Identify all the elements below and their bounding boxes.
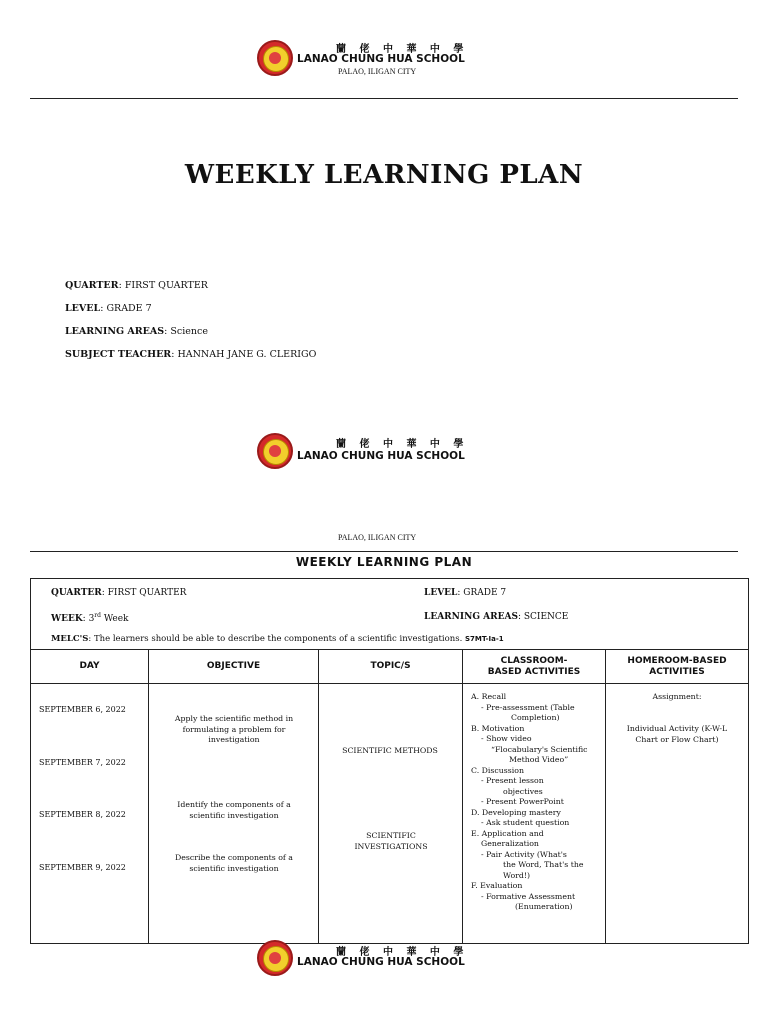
activity-line: - Show video xyxy=(481,734,532,743)
header-objective: OBJECTIVE xyxy=(206,661,261,671)
activity-line: - Present PowerPoint xyxy=(481,797,564,806)
topic-cell: SCIENTIFIC INVESTIGATIONS xyxy=(354,831,428,851)
header-day: DAY xyxy=(79,661,100,671)
activity-line: Generalization xyxy=(481,839,539,848)
activity-line: D. Developing mastery xyxy=(471,807,561,817)
learning-areas-field: LEARNING AREAS: Science xyxy=(65,326,208,337)
day-cell: SEPTEMBER 8, 2022 xyxy=(39,810,126,819)
school-header-3 xyxy=(0,940,768,984)
homeroom-activity: Individual Activity (K-W-L Chart or Flow Chart) xyxy=(626,724,728,744)
header-divider xyxy=(30,98,738,99)
activity-line: - Present lesson xyxy=(481,776,544,785)
plan-title: WEEKLY LEARNING PLAN xyxy=(295,555,473,569)
activity-line: E. Application and xyxy=(471,828,544,838)
level-field: LEVEL: GRADE 7 xyxy=(65,303,152,314)
school-chinese-name: 蘭 佬 中 華 中 學 xyxy=(336,947,469,958)
activity-line: - Ask student question xyxy=(481,818,570,827)
day-cell: SEPTEMBER 7, 2022 xyxy=(39,758,126,767)
school-address: PALAO, ILIGAN CITY xyxy=(338,67,417,76)
day-cell: SEPTEMBER 6, 2022 xyxy=(39,705,126,714)
objective-cell: Identify the components of a scientific investigation xyxy=(177,800,291,820)
plan-info-box xyxy=(30,578,749,650)
activity-line: objectives xyxy=(503,786,543,796)
school-logo-icon xyxy=(257,40,293,76)
objective-cell: Describe the components of a scientific investigation xyxy=(175,853,293,873)
school-address: PALAO, ILIGAN CITY xyxy=(338,533,417,542)
topic-cell: SCIENTIFIC METHODS xyxy=(342,746,438,755)
learning-areas-field: LEARNING AREAS: SCIENCE xyxy=(424,612,569,622)
activity-line: C. Discussion xyxy=(471,765,524,775)
melc-field: MELC'S: The learners should be able to describe the components of a scientific investigations. S7MT-Ia-1 xyxy=(51,634,504,644)
activity-line: - Pre-assessment (Table xyxy=(481,702,575,712)
school-name: LANAO CHUNG HUA SCHOOL xyxy=(297,53,465,65)
school-chinese-name: 蘭 佬 中 華 中 學 xyxy=(336,439,469,450)
header-classroom-activities: CLASSROOM-BASED ACTIVITIES xyxy=(487,655,581,677)
subject-teacher-field: SUBJECT TEACHER: HANNAH JANE G. CLERIGO xyxy=(65,349,317,360)
activity-line: - Pair Activity (What's xyxy=(481,849,567,859)
activity-line: A. Recall xyxy=(471,692,507,701)
day-cell: SEPTEMBER 9, 2022 xyxy=(39,863,126,872)
school-header-2 xyxy=(0,432,768,476)
activity-line: Method Video” xyxy=(509,755,569,764)
header-topics: TOPIC/S xyxy=(370,661,411,671)
objective-cell: Apply the scientific method in formulating a problem for investigation xyxy=(174,714,294,744)
activity-line: F. Evaluation xyxy=(471,881,523,890)
classroom-activities xyxy=(471,692,611,913)
activity-line: Word!) xyxy=(503,870,531,880)
week-field: WEEK: 3rd Week xyxy=(51,612,129,624)
school-chinese-name: 蘭 佬 中 華 中 學 xyxy=(336,44,469,55)
school-name: LANAO CHUNG HUA SCHOOL xyxy=(297,956,465,968)
quarter-field: QUARTER: FIRST QUARTER xyxy=(51,588,187,598)
activity-line: - Formative Assessment xyxy=(481,891,576,901)
homeroom-assignment: Assignment: xyxy=(652,692,702,701)
activity-line: B. Motivation xyxy=(471,723,525,733)
page-title: WEEKLY LEARNING PLAN xyxy=(184,160,584,190)
activity-line: (Enumeration) xyxy=(515,902,573,911)
quarter-field: QUARTER: FIRST QUARTER xyxy=(65,280,208,291)
activity-line: Completion) xyxy=(511,713,560,722)
school-logo-icon xyxy=(257,940,293,976)
header-homeroom-activities: HOMEROOM-BASED ACTIVITIES xyxy=(627,655,727,677)
plan-table xyxy=(30,649,749,944)
school-name: LANAO CHUNG HUA SCHOOL xyxy=(297,450,465,462)
school-logo-icon xyxy=(257,433,293,469)
activity-line: “Flocabulary's Scientific xyxy=(491,744,588,754)
level-field: LEVEL: GRADE 7 xyxy=(424,588,507,598)
activity-line: the Word, That's the xyxy=(503,860,584,869)
school-header-1 xyxy=(0,37,768,81)
header-divider xyxy=(30,551,738,552)
